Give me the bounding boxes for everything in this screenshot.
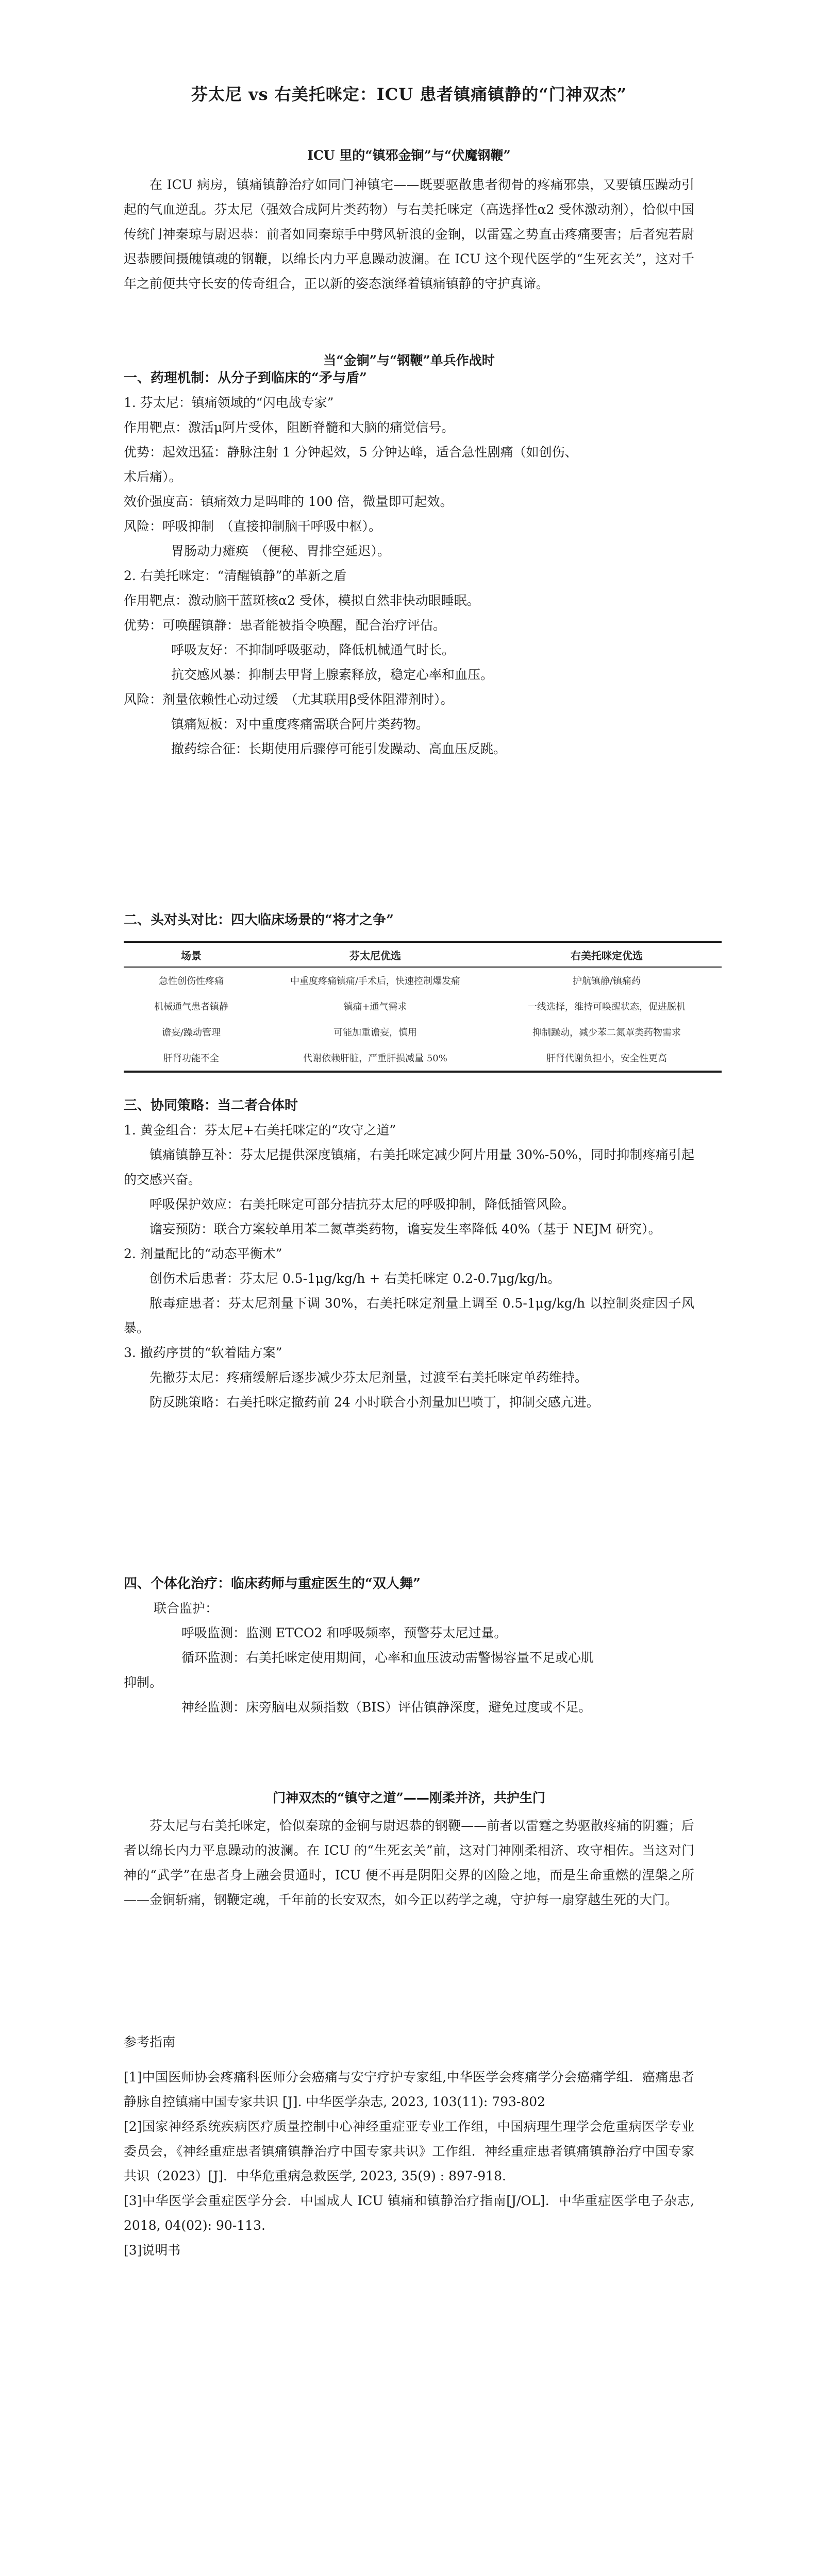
comparison-table-wrap xyxy=(124,941,722,1073)
table-cell: 镇痛+通气需求 xyxy=(343,1002,407,1012)
table-cell: 机械通气患者镇静 xyxy=(154,1002,228,1012)
synergy-1-c: 谵妄预防：联合方案较单用苯二氮䓬类药物，谵妄发生率降低 40%（基于 NEJM 研究）。 xyxy=(149,1222,661,1236)
references-section xyxy=(124,2030,694,2263)
intro-paragraph: 在 ICU 病房，镇痛镇静治疗如同门神镇宅——既要驱散患者彻骨的疼痛邪祟，又要镇压躁动引起的气血逆乱。芬太尼（强效合成阿片类药物）与右美托咪定（高选择性α2 受体激动剂），恰似中国传统门神秦琼与尉迟恭：前者如同秦琼手中劈风斩浪的金锏，以雷霆之势直击疼痛要害；后者宛若尉迟恭腰间摄魄镇魂的钢鞭，以绵长内力平息躁动波澜。在 ICU 这个现代医学的“生死玄关”，这对千年之前便共守长安的传奇组合，正以新的姿态演绎着镇痛镇静的守护真谛。 xyxy=(124,177,694,291)
dex-advantage-1: 优势：可唤醒镇静：患者能被指令唤醒，配合治疗评估。 xyxy=(124,618,446,633)
synergy-2-a: 创伤术后患者：芬太尼 0.5-1μg/kg/h + 右美托咪定 0.2-0.7μg/kg/h。 xyxy=(149,1271,561,1286)
conclusion-heading xyxy=(124,1788,694,1806)
reference-item: [1]中国医师协会疼痛科医师分会癌痛与安宁疗护专家组,中华医学会疼痛学分会癌痛学组．癌痛患者静脉自控镇痛中国专家共识 [J]. 中华医学杂志, 2023, 103(11): 793-802 xyxy=(124,2070,694,2109)
section-title-synergy: 三、协同策略：当二者合体时 xyxy=(124,1098,298,1113)
synergy-3-a: 先撤芬太尼：疼痛缓解后逐步减少芬太尼剂量，过渡至右美托咪定单药维持。 xyxy=(149,1370,588,1385)
fentanyl-advantage-2: 效价强度高：镇痛效力是吗啡的 100 倍，微量即可起效。 xyxy=(124,494,453,509)
fentanyl-target: 作用靶点：激活μ阿片受体，阻断脊髓和大脑的痛觉信号。 xyxy=(124,420,455,435)
personal-section xyxy=(124,1571,694,1720)
table-row xyxy=(124,993,722,1019)
table-cell: 谵妄/躁动管理 xyxy=(161,1027,221,1038)
table-cell: 抑制躁动，减少苯二氮䓬类药物需求 xyxy=(532,1027,681,1038)
section-title-pharmacology: 一、药理机制：从分子到临床的“矛与盾” xyxy=(124,370,367,386)
table-cell: 肝肾代谢负担小，安全性更高 xyxy=(546,1053,667,1064)
synergy-3-b: 防反跳策略：右美托咪定撤药前 24 小时联合小剂量加巴喷丁，抑制交感亢进。 xyxy=(149,1395,599,1410)
table-row xyxy=(124,1045,722,1071)
fentanyl-risk-1: 风险：呼吸抑制 （直接抑制脑干呼吸中枢）。 xyxy=(124,519,382,534)
section-title-personalized: 四、个体化治疗：临床药师与重症医生的“双人舞” xyxy=(124,1576,421,1591)
personal-monitor-circulation: 循环监测：右美托咪定使用期间，心率和血压波动需警惕容量不足或心肌 xyxy=(181,1650,594,1665)
personal-monitor-circulation-cont: 抑制。 xyxy=(124,1675,163,1690)
fentanyl-title: 1. 芬太尼：镇痛领域的“闪电战专家” xyxy=(124,395,334,410)
fentanyl-risk-label: 风险： xyxy=(124,519,163,534)
dex-risk-1: 风险：剂量依赖性心动过缓 （尤其联用β受体阻滞剂时）。 xyxy=(124,692,454,707)
synergy-2-title: 2. 剂量配比的“动态平衡术” xyxy=(124,1246,282,1261)
table-cell: 可能加重谵妄，慎用 xyxy=(333,1027,417,1038)
article-title: 芬太尼 vs 右美托咪定：ICU 患者镇痛镇静的“门神双杰” xyxy=(191,84,627,104)
synergy-3-title: 3. 撤药序贯的“软着陆方案” xyxy=(124,1345,282,1360)
dex-advantage-3: 抗交感风暴：抑制去甲肾上腺素释放，稳定心率和血压。 xyxy=(171,667,494,682)
dex-risk-2: 镇痛短板：对中重度疼痛需联合阿片类药物。 xyxy=(171,717,429,732)
table-header-dex: 右美托咪定优选 xyxy=(571,949,643,962)
fentanyl-advantage-1-cont: 术后痛）。 xyxy=(124,469,182,484)
personal-monitor-neuro: 神经监测：床旁脑电双频指数（BIS）评估镇静深度，避免过度或不足。 xyxy=(181,1700,592,1715)
table-header-row xyxy=(124,943,722,967)
table-cell: 肝肾功能不全 xyxy=(163,1053,219,1064)
table-cell: 一线选择，维持可唤醒状态，促进脱机 xyxy=(528,1002,686,1012)
reference-item: [3]中华医学会重症医学分会．中国成人 ICU 镇痛和镇静治疗指南[J/OL]．中华重症医学电子杂志, 2018, 04(02): 90-113. xyxy=(124,2193,694,2233)
table-cell: 代谢依赖肝脏，严重肝损减量 50% xyxy=(303,1053,447,1064)
table-cell: 急性创伤性疼痛 xyxy=(159,976,224,987)
table-header-scenario: 场景 xyxy=(181,949,202,962)
reference-item: [2]国家神经系统疾病医疗质量控制中心神经重症亚专业工作组，中国病理生理学会危重病医学专业委员会，《神经重症患者镇痛镇静治疗中国专家共识》工作组．神经重症患者镇痛镇静治疗中国专家共识（2023）[J]．中华危重病急救医学, 2023, 35(9) : 897-918. xyxy=(124,2119,694,2183)
synergy-2-b: 脓毒症患者：芬太尼剂量下调 30%，右美托咪定剂量上调至 0.5-1μg/kg/h 以控制炎症因子风暴。 xyxy=(124,1296,694,1335)
intro-heading xyxy=(124,145,694,164)
synergy-1-a: 镇痛镇静互补：芬太尼提供深度镇痛，右美托咪定减少阿片用量 30%-50%，同时抑制疼痛引起的交感兴奋。 xyxy=(124,1147,694,1187)
intro-heading-text: ICU 里的“镇邪金锏”与“伏魔钢鞭” xyxy=(307,148,511,163)
synergy-1-title: 1. 黄金组合：芬太尼+右美托咪定的“攻守之道” xyxy=(124,1123,396,1138)
personal-monitor-respiration: 呼吸监测：监测 ETCO2 和呼吸频率，预警芬太尼过量。 xyxy=(181,1625,507,1640)
dex-advantage-2: 呼吸友好：不抑制呼吸驱动，降低机械通气时长。 xyxy=(171,642,455,657)
references-title: 参考指南 xyxy=(124,2035,176,2049)
personal-label: 联合监护： xyxy=(154,1601,219,1616)
fentanyl-risk-2: 胃肠动力瘫痪 （便秘、胃排空延迟）。 xyxy=(171,544,391,558)
synergy-section xyxy=(124,1093,694,1415)
reference-item: [3]说明书 xyxy=(124,2243,181,2258)
table-cell: 中重度疼痛镇痛/手术后，快速控制爆发痛 xyxy=(290,976,461,987)
dex-risk-3: 撤药综合征：长期使用后骤停可能引发躁动、高血压反跳。 xyxy=(171,741,507,756)
dex-advantage-label: 优势： xyxy=(124,618,163,633)
fentanyl-advantage-1: 优势：起效迅猛：静脉注射 1 分钟起效，5 分钟达峰，适合急性剧痛（如创伤、 xyxy=(124,445,578,460)
comparison-table-body xyxy=(124,968,722,1071)
table-cell: 护航镇静/镇痛药 xyxy=(572,976,641,987)
conclusion-paragraph: 芬太尼与右美托咪定，恰似秦琼的金锏与尉迟恭的钢鞭——前者以雷霆之势驱散疼痛的阴霾；后者以绵长内力平息躁动的波澜。在 ICU 的“生死玄关”前，这对门神刚柔相济、攻守相佐。当这对门神的“武学”在患者身上融会贯通时，ICU 便不再是阴阳交界的凶险之地，而是生命重燃的涅槃之所——金锏斩痛，钢鞭定魂，千年前的长安双杰，如今正以药学之魂，守护每一扇穿越生死的大门。 xyxy=(124,1818,694,1907)
comparison-section xyxy=(124,908,694,933)
comparison-table xyxy=(124,943,722,967)
dex-risk-label: 风险： xyxy=(124,692,163,707)
conclusion-heading-text: 门神双杰的“镇守之道”——刚柔并济，共护生门 xyxy=(273,1790,545,1805)
battle-heading-text: 当“金锏”与“钢鞭”单兵作战时 xyxy=(323,353,495,368)
pharmacology-section xyxy=(124,366,694,761)
table-bottom-rule xyxy=(124,1071,722,1073)
synergy-1-b: 呼吸保护效应：右美托咪定可部分拮抗芬太尼的呼吸抑制，降低插管风险。 xyxy=(149,1197,575,1212)
table-row xyxy=(124,968,722,993)
table-header-fentanyl: 芬太尼优选 xyxy=(349,949,401,962)
table-row xyxy=(124,1019,722,1045)
dex-title: 2. 右美托咪定：“清醒镇静”的革新之盾 xyxy=(124,568,347,583)
dex-target: 作用靶点：激动脑干蓝斑核α2 受体，模拟自然非快动眼睡眠。 xyxy=(124,593,480,608)
section-title-comparison: 二、头对头对比：四大临床场景的“将才之争” xyxy=(124,912,394,928)
